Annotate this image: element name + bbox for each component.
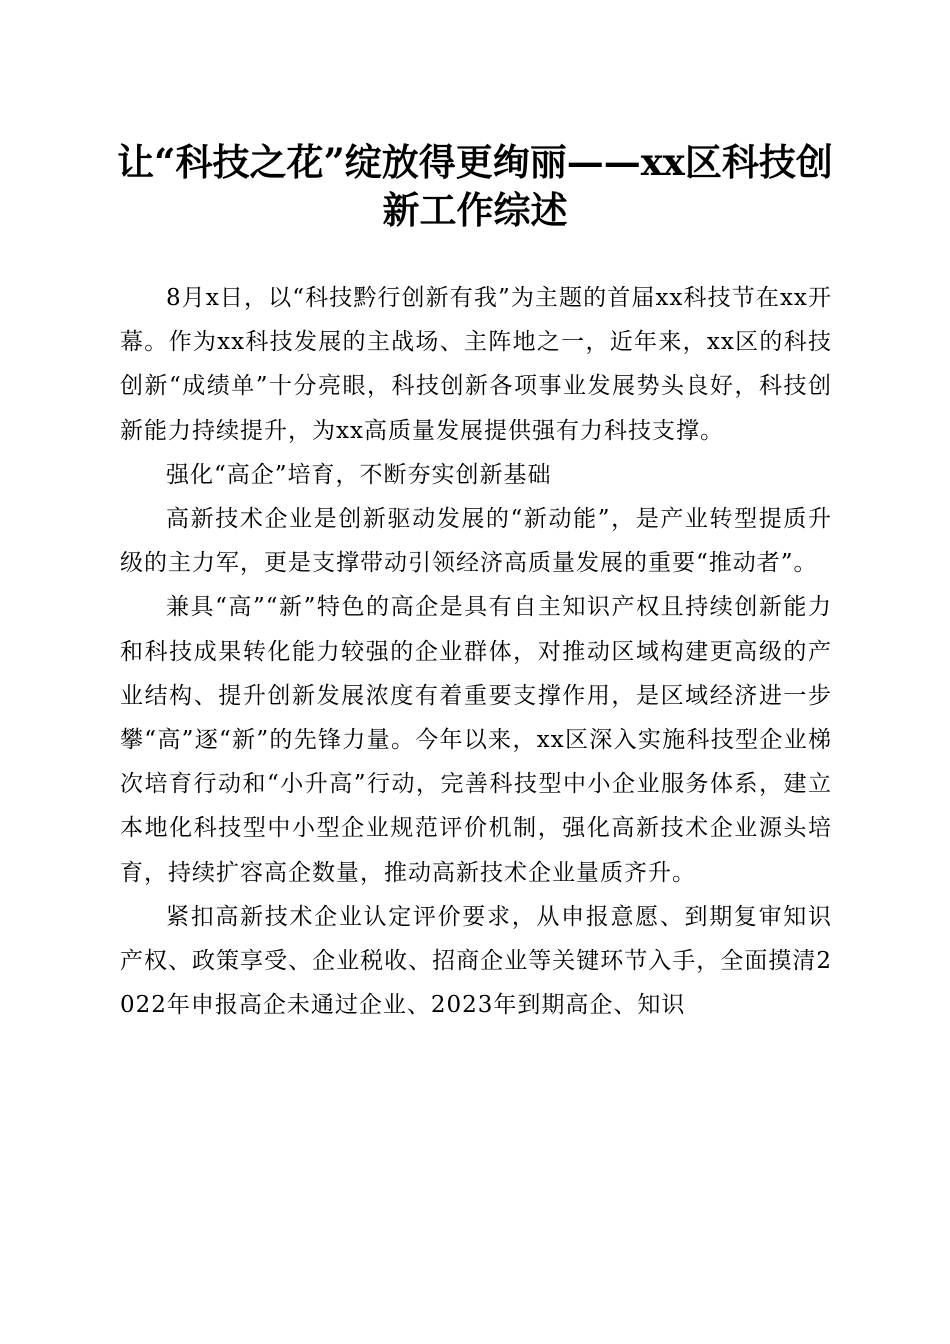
paragraph-intro: 8月x日，以“科技黔行创新有我”为主题的首届xx科技节在xx开幕。作为xx科技发展的主战场、主阵地之一，近年来，xx区的科技创新“成绩单”十分亮眼，科技创新各项事业发展势头良好，科技创新能力持续提升，为xx高质量发展提供强有力科技支撑。 <box>120 285 832 444</box>
paragraph-new-drivers: 高新技术企业是创新驱动发展的“新动能”，是产业转型提质升级的主力军，更是支撑带动引领经济高质量发展的重要“推动者”。 <box>120 506 832 577</box>
document-title: 让“科技之花”绽放得更绚丽——xx区科技创新工作综述 <box>117 140 833 232</box>
section-heading: 强化“高企”培育，不断夯实创新基础 <box>166 461 552 488</box>
document-body <box>120 276 832 1027</box>
paragraph-high-tech-enterprises: 兼具“高”“新”特色的高企是具有自主知识产权且持续创新能力和科技成果转化能力较强的企业群体，对推动区域构建更高级的产业结构、提升创新发展浓度有着重要支撑作用，是区域经济进一步攀“高”逐“新”的先锋力量。今年以来，xx区深入实施科技型企业梯次培育行动和“小升高”行动，完善科技型中小企业服务体系，建立本地化科技型中小型企业规范评价机制，强化高新技术企业源头培育，持续扩容高企数量，推动高新技术企业量质齐升。 <box>120 594 832 886</box>
paragraph-certification: 紧扣高新技术企业认定评价要求，从申报意愿、到期复审知识产权、政策享受、企业税收、招商企业等关键环节入手，全面摸清2022年申报高企未通过企业、2023年到期高企、知识 <box>120 903 832 1019</box>
